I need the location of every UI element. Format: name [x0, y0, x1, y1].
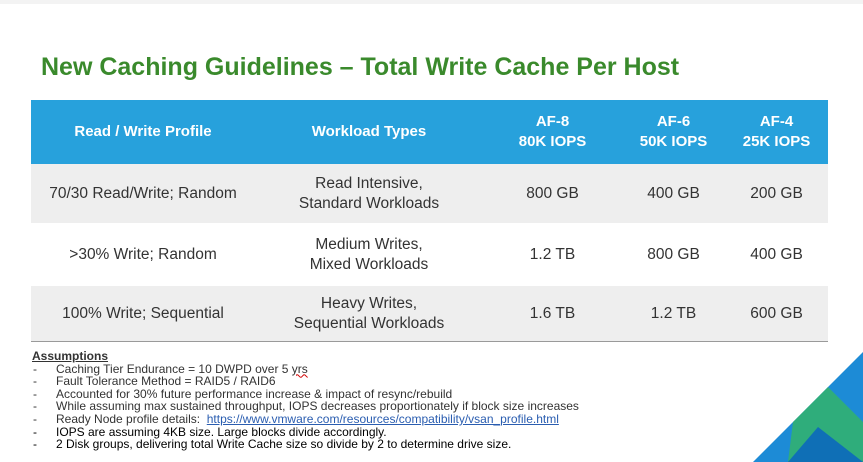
cell-af4: 600 GB [725, 286, 828, 342]
list-item: - Fault Tolerance Method = RAID5 / RAID6 [33, 374, 276, 389]
spellcheck-underline: yrs [291, 361, 308, 376]
header-af4: AF-4 25K IOPS [725, 100, 828, 164]
cell-af8: 800 GB [483, 164, 622, 223]
list-item: - While assuming max sustained throughput, IOPS decreases proportionately if block size increases [33, 399, 579, 414]
cell-af4: 400 GB [725, 223, 828, 286]
cell-af4: 200 GB [725, 164, 828, 223]
cell-profile: 70/30 Read/Write; Random [31, 164, 255, 223]
table-row [31, 164, 828, 223]
list-item: - 2 Disk groups, delivering total Write Cache size so divide by 2 to determine drive size. [33, 437, 512, 452]
cell-workload: Medium Writes, Mixed Workloads [255, 223, 483, 286]
assumptions-section [32, 350, 672, 451]
top-rule [0, 0, 863, 4]
cell-af8: 1.2 TB [483, 223, 622, 286]
assumptions-list [32, 363, 672, 451]
cell-af6: 1.2 TB [622, 286, 725, 342]
cell-af8: 1.6 TB [483, 286, 622, 342]
table-row [31, 286, 828, 342]
list-item: - Ready Node profile details: https://www.vmware.com/resources/compatibility/vsan_profile.html [33, 411, 559, 426]
page-title: New Caching Guidelines – Total Write Cache Per Host [41, 53, 680, 81]
list-item: - Accounted for 30% future performance increase & impact of resync/rebuild [33, 386, 453, 401]
header-profile: Read / Write Profile [31, 100, 255, 164]
cell-workload: Read Intensive, Standard Workloads [255, 164, 483, 223]
table-header-row [31, 100, 828, 164]
cell-af6: 400 GB [622, 164, 725, 223]
ready-node-profile-link[interactable]: https://www.vmware.com/resources/compatibility/vsan_profile.html [206, 411, 559, 426]
assumptions-heading: Assumptions [32, 349, 109, 363]
header-af8: AF-8 80K IOPS [483, 100, 622, 164]
list-item: - Caching Tier Endurance = 10 DWPD over 5 yrs [33, 361, 308, 376]
corner-decoration [703, 352, 863, 462]
header-af6: AF-6 50K IOPS [622, 100, 725, 164]
header-workload: Workload Types [255, 100, 483, 164]
table-row [31, 223, 828, 286]
list-item: - IOPS are assuming 4KB size. Large blocks divide accordingly. [33, 424, 387, 439]
cell-profile: 100% Write; Sequential [31, 286, 255, 342]
cache-table [31, 100, 828, 342]
cell-profile: >30% Write; Random [31, 223, 255, 286]
cell-workload: Heavy Writes, Sequential Workloads [255, 286, 483, 342]
cell-af6: 800 GB [622, 223, 725, 286]
